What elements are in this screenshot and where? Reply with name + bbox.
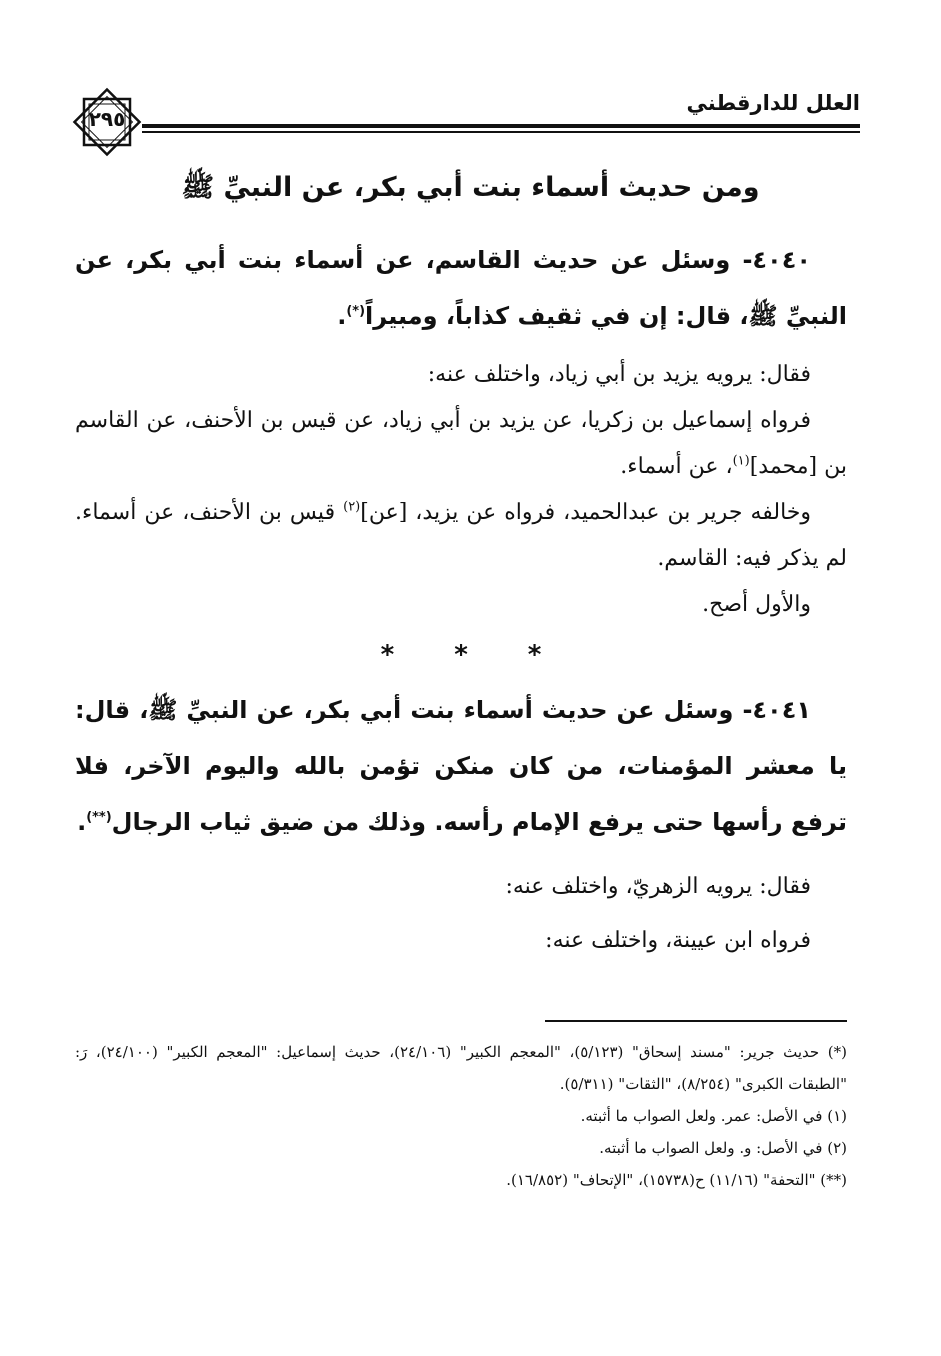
hadith-entry-4041	[75, 682, 847, 850]
hadith-text: ٤٠٤١- وسئل عن حديث أسماء بنت أبي بكر، عن النبيِّ ﷺ، قال: يا معشر المؤمنات، من كان منكن تؤمن بالله واليوم الآخر، فلا ترفع رأسها حتى يرفع الإمام رأسه. وذلك من ضيق ثياب الرجال	[75, 696, 847, 836]
book-title: العلل للدارقطني	[686, 91, 860, 115]
separator-star: *	[380, 640, 395, 670]
footnote-marker: (**)	[86, 810, 112, 825]
footnote: (٢) في الأصل: و. ولعل الصواب ما أثبته.	[599, 1139, 847, 1157]
commentary-paragraph	[75, 398, 847, 490]
hadith-end: .	[337, 302, 347, 330]
footnote-separator	[545, 1020, 847, 1022]
section-separator	[75, 628, 847, 682]
text-run: ، عن أسماء.	[620, 454, 733, 479]
footnotes	[75, 1036, 847, 1196]
page-number-badge	[70, 85, 144, 159]
running-header	[70, 85, 860, 155]
commentary-paragraph: فقال: يرويه الزهريّ، واختلف عنه:	[505, 874, 811, 899]
footnote: (**) "التحفة" (١١/١٦) ح(١٥٧٣٨)، "الإتحاف" (١٦/٨٥٢).	[506, 1171, 847, 1189]
page-number: ٢٩٥	[88, 107, 126, 131]
section-heading: ومن حديث أسماء بنت أبي بكر، عن النبيِّ ﷺ	[181, 172, 760, 203]
commentary-paragraph: فرواه ابن عيينة، واختلف عنه:	[545, 928, 811, 953]
hadith-text: ٤٠٤٠- وسئل عن حديث القاسم، عن أسماء بنت أبي بكر، عن النبيِّ ﷺ، قال: إن في ثقيف كذاباً، ومبيراً	[75, 246, 847, 330]
commentary-paragraph: فقال: يرويه يزيد بن أبي زياد، واختلف عنه:	[427, 362, 811, 387]
header-rule-thick	[142, 124, 860, 128]
hadith-end: .	[77, 808, 87, 836]
commentary-paragraph	[75, 490, 847, 582]
footnote-marker: (١)	[732, 453, 750, 469]
header-rule-thin	[142, 131, 860, 133]
separator-star: *	[454, 640, 468, 670]
hadith-entry-4040	[75, 232, 847, 344]
commentary-paragraph: والأول أصح.	[702, 592, 811, 617]
footnote-marker: (*)	[346, 304, 366, 319]
separator-star: *	[527, 640, 542, 670]
text-run: وخالفه جرير بن عبدالحميد، فرواه عن يزيد، [عن]	[360, 500, 811, 525]
text-run: فرواه إسماعيل بن زكريا، عن يزيد بن أبي زياد، عن قيس بن الأحنف، عن القاسم بن [محمد]	[75, 408, 847, 479]
text-run: قيس بن الأحنف، عن أسماء. لم يذكر فيه: القاسم.	[75, 500, 847, 571]
footnote-marker: (٢)	[343, 499, 361, 515]
footnote: (*) حديث جرير: "مسند إسحاق" (٥/١٢٣)، "المعجم الكبير" (٢٤/١٠٦)، حديث إسماعيل: "المعجم الكبير" (٢٤/١٠٠)، رَ: "الطبقات الكبرى" (٨/٢٥٤)، "الثقات" (٥/٣١١).	[75, 1043, 848, 1093]
footnote: (١) في الأصل: عمر. ولعل الصواب ما أثبته.	[580, 1107, 847, 1125]
main-text	[75, 232, 847, 964]
